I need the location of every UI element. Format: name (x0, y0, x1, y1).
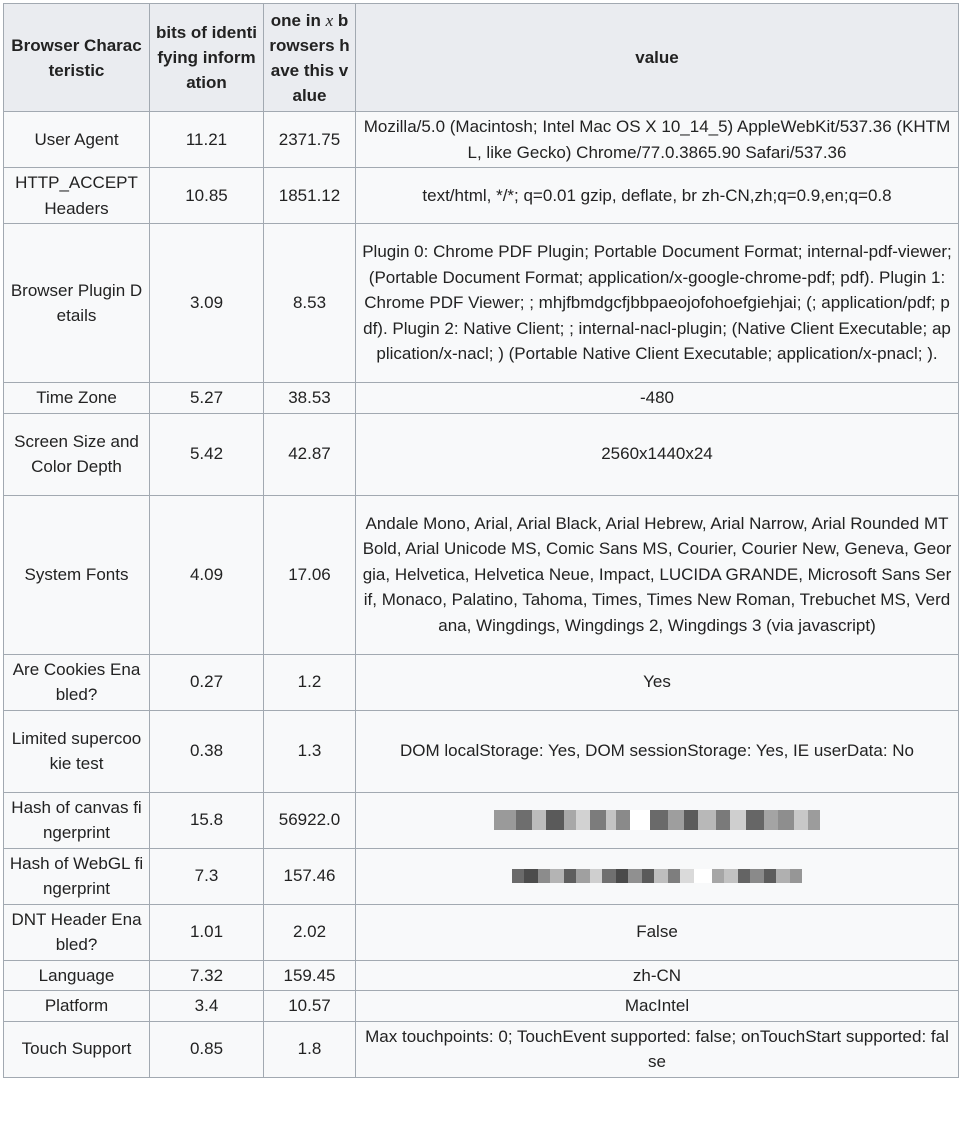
characteristic-cell: Browser Plugin Details (4, 224, 150, 383)
header-value: value (356, 4, 959, 112)
table-row-system-fonts (4, 495, 959, 654)
table-row-http-accept (4, 168, 959, 224)
bits-cell: 10.85 (150, 168, 264, 224)
value-cell: Mozilla/5.0 (Macintosh; Intel Mac OS X 10_14_5) AppleWebKit/537.36 (KHTML, like Gecko) Chrome/77.0.3865.90 Safari/537.36 (356, 112, 959, 168)
redacted-webgl-hash (512, 863, 802, 889)
value-cell: Max touchpoints: 0; TouchEvent supported: false; onTouchStart supported: false (356, 1021, 959, 1077)
characteristic-cell: Touch Support (4, 1021, 150, 1077)
bits-cell: 3.4 (150, 991, 264, 1022)
characteristic-cell: Hash of WebGL fingerprint (4, 848, 150, 904)
table-row-cookies (4, 654, 959, 710)
bits-cell: 0.27 (150, 654, 264, 710)
bits-cell: 4.09 (150, 495, 264, 654)
header-row (4, 4, 959, 112)
one-in-cell: 56922.0 (264, 792, 356, 848)
one-in-cell: 1851.12 (264, 168, 356, 224)
fingerprint-table (3, 3, 959, 1078)
table-row-canvas-hash (4, 792, 959, 848)
table-row-touch-support (4, 1021, 959, 1077)
one-in-cell: 157.46 (264, 848, 356, 904)
value-cell: zh-CN (356, 960, 959, 991)
value-cell: Yes (356, 654, 959, 710)
table-row-platform (4, 991, 959, 1022)
header-one-in-post: browsers have this value (269, 10, 350, 105)
value-cell: 2560x1440x24 (356, 413, 959, 495)
bits-cell: 5.42 (150, 413, 264, 495)
characteristic-cell: HTTP_ACCEPT Headers (4, 168, 150, 224)
one-in-cell: 42.87 (264, 413, 356, 495)
characteristic-cell: Language (4, 960, 150, 991)
characteristic-cell: Are Cookies Enabled? (4, 654, 150, 710)
table-row-plugins (4, 224, 959, 383)
table-row-webgl-hash (4, 848, 959, 904)
value-cell (356, 792, 959, 848)
header-characteristic: Browser Characteristic (4, 4, 150, 112)
bits-cell: 0.85 (150, 1021, 264, 1077)
characteristic-cell: System Fonts (4, 495, 150, 654)
table-row-user-agent (4, 112, 959, 168)
characteristic-cell: Screen Size and Color Depth (4, 413, 150, 495)
redacted-canvas-hash (494, 807, 820, 833)
characteristic-cell: Platform (4, 991, 150, 1022)
characteristic-cell: User Agent (4, 112, 150, 168)
one-in-cell: 38.53 (264, 383, 356, 414)
bits-cell: 5.27 (150, 383, 264, 414)
bits-cell: 1.01 (150, 904, 264, 960)
bits-cell: 15.8 (150, 792, 264, 848)
one-in-cell: 2371.75 (264, 112, 356, 168)
characteristic-cell: Time Zone (4, 383, 150, 414)
one-in-cell: 159.45 (264, 960, 356, 991)
characteristic-cell: DNT Header Enabled? (4, 904, 150, 960)
one-in-cell: 1.2 (264, 654, 356, 710)
bits-cell: 7.3 (150, 848, 264, 904)
value-cell: text/html, */*; q=0.01 gzip, deflate, br zh-CN,zh;q=0.9,en;q=0.8 (356, 168, 959, 224)
table-row-supercookie (4, 710, 959, 792)
value-cell: -480 (356, 383, 959, 414)
header-bits: bits of identifying information (150, 4, 264, 112)
table-row-language (4, 960, 959, 991)
value-cell: Plugin 0: Chrome PDF Plugin; Portable Document Format; internal-pdf-viewer; (Portable Document Format; application/x-google-chrome-pdf; pdf). Plugin 1: Chrome PDF Viewer; ; mhjfbmdgcfjbbpaeojofohoefgiehjai; (; application/pdf; pdf). Plugin 2: Native Client; ; internal-nacl-plugin; (Native Client Executable; application/x-nacl; ) (Portable Native Client Executable; application/x-pnacl; ). (356, 224, 959, 383)
table-row-time-zone (4, 383, 959, 414)
value-cell: False (356, 904, 959, 960)
one-in-cell: 10.57 (264, 991, 356, 1022)
one-in-cell: 8.53 (264, 224, 356, 383)
value-cell (356, 848, 959, 904)
one-in-cell: 1.8 (264, 1021, 356, 1077)
value-cell: DOM localStorage: Yes, DOM sessionStorage: Yes, IE userData: No (356, 710, 959, 792)
header-one-in (264, 4, 356, 112)
value-cell: Andale Mono, Arial, Arial Black, Arial Hebrew, Arial Narrow, Arial Rounded MT Bold, Arial Unicode MS, Comic Sans MS, Courier, Courier New, Geneva, Georgia, Helvetica, Helvetica Neue, Impact, LUCIDA GRANDE, Microsoft Sans Serif, Monaco, Palatino, Tahoma, Times, Times New Roman, Trebuchet MS, Verdana, Wingdings, Wingdings 2, Wingdings 3 (via javascript) (356, 495, 959, 654)
value-cell: MacIntel (356, 991, 959, 1022)
header-one-in-pre: one in (270, 10, 326, 30)
header-one-in-var: x (325, 10, 334, 30)
one-in-cell: 17.06 (264, 495, 356, 654)
bits-cell: 11.21 (150, 112, 264, 168)
one-in-cell: 2.02 (264, 904, 356, 960)
bits-cell: 0.38 (150, 710, 264, 792)
table-row-screen-size (4, 413, 959, 495)
characteristic-cell: Limited supercookie test (4, 710, 150, 792)
characteristic-cell: Hash of canvas fingerprint (4, 792, 150, 848)
bits-cell: 3.09 (150, 224, 264, 383)
table-row-dnt (4, 904, 959, 960)
one-in-cell: 1.3 (264, 710, 356, 792)
bits-cell: 7.32 (150, 960, 264, 991)
